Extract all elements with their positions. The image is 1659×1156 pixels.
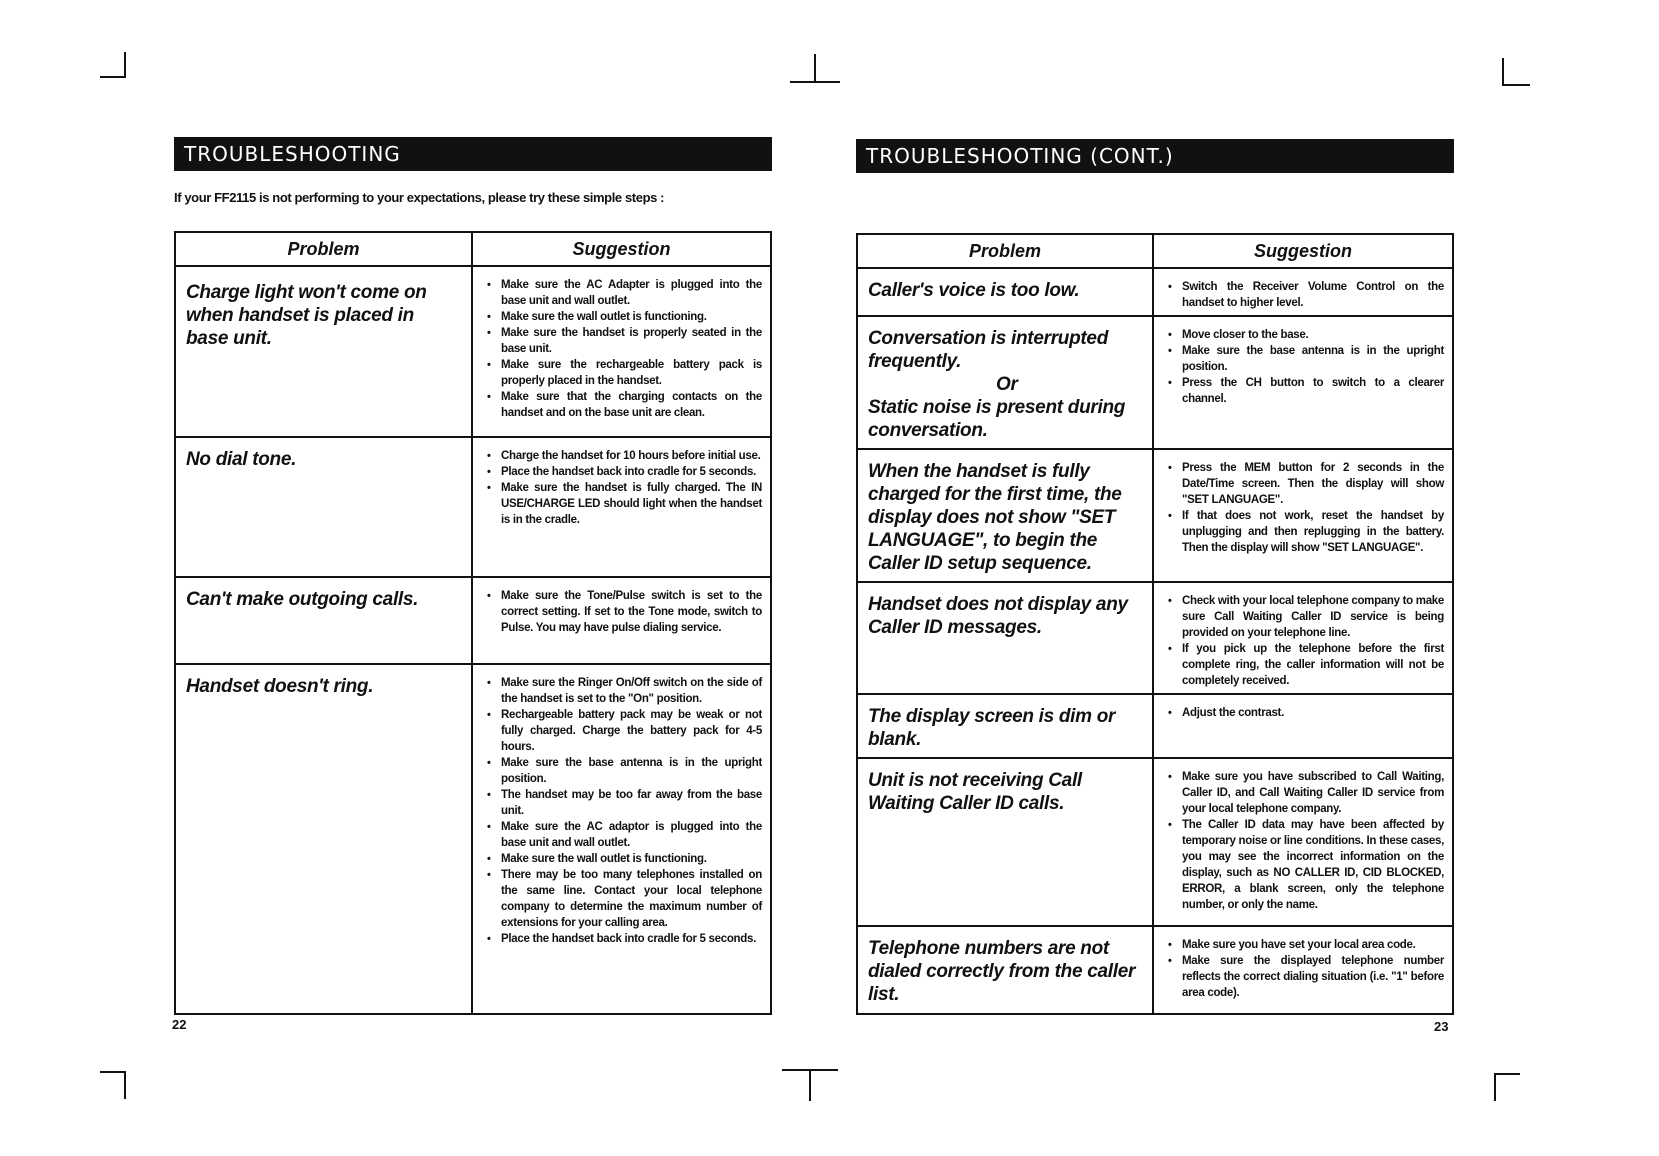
crop-mark-bottom-right — [1494, 1073, 1496, 1101]
right-page-header: TROUBLESHOOTING (CONT.) — [856, 139, 1454, 173]
suggestion-item: • Adjust the contrast. — [1168, 705, 1444, 721]
table-row — [857, 316, 1453, 449]
suggestion-item: • There may be too many telephones installed on the same line. Contact your local telephone company to determine the maximum number of extensions for your calling area. — [487, 867, 762, 931]
suggestion-cell — [472, 437, 771, 577]
suggestion-item: • Make sure the AC adaptor is plugged into the base unit and wall outlet. — [487, 819, 762, 851]
problem-column-header: Problem — [175, 232, 472, 266]
suggestion-cell — [1153, 758, 1453, 926]
problem-cell: The display screen is dim or blank. — [857, 694, 1153, 758]
problem-cell: Charge light won't come on when handset is placed in base unit. — [175, 266, 472, 437]
crop-mark-top-right — [1502, 58, 1504, 86]
suggestion-cell — [472, 664, 771, 1014]
table-row — [857, 582, 1453, 694]
problem-cell: Unit is not receiving Call Waiting Caller ID calls. — [857, 758, 1153, 926]
problem-cell: Telephone numbers are not dialed correctly from the caller list. — [857, 926, 1153, 1014]
suggestion-cell — [1153, 926, 1453, 1014]
table-row — [175, 577, 771, 664]
page-number: 23 — [1434, 1019, 1449, 1034]
suggestion-item: • Press the MEM button for 2 seconds in the Date/Time screen. Then the display will show "SET LANGUAGE". — [1168, 460, 1444, 508]
problem-cell: Handset doesn't ring. — [175, 664, 472, 1014]
crop-mark-bottom-left — [100, 1071, 126, 1073]
suggestion-cell — [1153, 316, 1453, 449]
suggestion-item: • If that does not work, reset the handset by unplugging and then replugging in the battery. Then the display will show "SET LANGUAGE". — [1168, 508, 1444, 556]
problem-column-header: Problem — [857, 234, 1153, 268]
table-row — [857, 694, 1453, 758]
crop-mark-top-center — [790, 81, 840, 83]
crop-mark-top-center — [814, 54, 816, 82]
suggestion-cell — [472, 266, 771, 437]
problem-cell: When the handset is fully charged for the first time, the display does not show "SET LANGUAGE", to begin the Caller ID setup sequence. — [857, 449, 1153, 582]
suggestion-item: • Make sure the handset is fully charged. The IN USE/CHARGE LED should light when the handset is in the cradle. — [487, 480, 762, 528]
suggestion-item: • Make sure you have set your local area code. — [1168, 937, 1444, 953]
table-row — [857, 449, 1453, 582]
suggestion-item: • Check with your local telephone company to make sure Call Waiting Caller ID service is being provided on your telephone line. — [1168, 593, 1444, 641]
problem-text: Conversation is interrupted frequently. — [868, 328, 1108, 372]
suggestion-item: • The handset may be too far away from the base unit. — [487, 787, 762, 819]
suggestion-item: • Make sure the wall outlet is functioning. — [487, 309, 762, 325]
suggestion-item: • Make sure the displayed telephone number reflects the correct dialing situation (i.e. "1" before area code). — [1168, 953, 1444, 1001]
table-row — [175, 664, 771, 1014]
problem-cell: Can't make outgoing calls. — [175, 577, 472, 664]
suggestion-item: • Switch the Receiver Volume Control on the handset to higher level. — [1168, 279, 1444, 311]
problem-cell — [857, 316, 1153, 449]
crop-mark-bottom-left — [124, 1071, 126, 1099]
table-row — [175, 437, 771, 577]
suggestion-cell — [472, 577, 771, 664]
suggestion-item: • Rechargeable battery pack may be weak or not fully charged. Charge the battery pack for 4-5 hours. — [487, 707, 762, 755]
intro-text: If your FF2115 is not performing to your expectations, please try these simple steps : — [174, 190, 665, 205]
crop-mark-top-right — [1502, 84, 1530, 86]
suggestion-item: • Make sure that the charging contacts on the handset and on the base unit are clean. — [487, 389, 762, 421]
left-troubleshooting-table — [174, 231, 772, 1015]
crop-mark-top-left — [124, 52, 126, 78]
suggestion-item: • Make sure the rechargeable battery pack is properly placed in the handset. — [487, 357, 762, 389]
problem-cell: Handset does not display any Caller ID messages. — [857, 582, 1153, 694]
suggestion-item: • Make sure the wall outlet is functioning. — [487, 851, 762, 867]
suggestion-column-header: Suggestion — [472, 232, 771, 266]
crop-mark-bottom-center — [809, 1069, 811, 1101]
suggestion-cell — [1153, 449, 1453, 582]
suggestion-item: • Place the handset back into cradle for 5 seconds. — [487, 464, 762, 480]
suggestion-item: • Make sure the base antenna is in the upright position. — [1168, 343, 1444, 375]
table-row — [857, 758, 1453, 926]
suggestion-cell — [1153, 582, 1453, 694]
suggestion-item: • Make sure the base antenna is in the upright position. — [487, 755, 762, 787]
suggestion-column-header: Suggestion — [1153, 234, 1453, 268]
left-page-header: TROUBLESHOOTING — [174, 137, 772, 171]
or-separator: Or — [996, 374, 1018, 395]
suggestion-item: • If you pick up the telephone before the first complete ring, the caller information will not be completely received. — [1168, 641, 1444, 689]
table-row — [857, 268, 1453, 316]
table-row — [857, 926, 1453, 1014]
crop-mark-bottom-right — [1494, 1073, 1520, 1075]
suggestion-item: • Make sure you have subscribed to Call Waiting, Caller ID, and Call Waiting Caller ID service from your local telephone company. — [1168, 769, 1444, 817]
suggestion-cell — [1153, 268, 1453, 316]
suggestion-item: • Make sure the Tone/Pulse switch is set to the correct setting. If set to the Tone mode, switch to Pulse. You may have pulse dialing service. — [487, 588, 762, 636]
suggestion-item: • The Caller ID data may have been affected by temporary noise or line conditions. In these cases, you may see the incorrect information on the display, such as NO CALLER ID, CID BLOCKED, ERROR, a blank screen, only the telephone number, or only the name. — [1168, 817, 1444, 913]
suggestion-item: • Make sure the Ringer On/Off switch on the side of the handset is set to the "On" position. — [487, 675, 762, 707]
suggestion-item: • Move closer to the base. — [1168, 327, 1444, 343]
table-row — [175, 266, 771, 437]
problem-text-alt: Static noise is present during conversation. — [868, 397, 1126, 441]
suggestion-item: • Make sure the handset is properly seated in the base unit. — [487, 325, 762, 357]
page-number: 22 — [172, 1017, 187, 1032]
suggestion-item: • Press the CH button to switch to a clearer channel. — [1168, 375, 1444, 407]
suggestion-item: • Place the handset back into cradle for 5 seconds. — [487, 931, 762, 947]
suggestion-cell — [1153, 694, 1453, 758]
suggestion-item: • Charge the handset for 10 hours before initial use. — [487, 448, 762, 464]
problem-cell: No dial tone. — [175, 437, 472, 577]
suggestion-item: • Make sure the AC Adapter is plugged into the base unit and wall outlet. — [487, 277, 762, 309]
right-troubleshooting-table — [856, 233, 1454, 1015]
problem-cell: Caller's voice is too low. — [857, 268, 1153, 316]
crop-mark-top-left — [100, 76, 126, 78]
